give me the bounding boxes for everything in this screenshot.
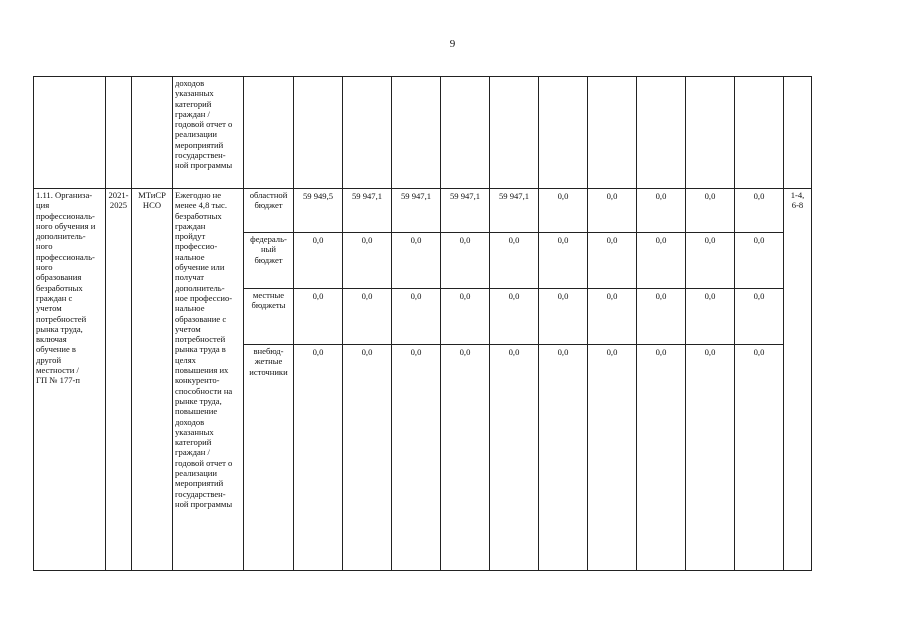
value-cell: 59 947,1 (441, 189, 490, 233)
value-cell: 0,0 (294, 345, 343, 571)
page-number: 9 (449, 38, 456, 50)
value-cell: 59 947,1 (490, 189, 539, 233)
value-cell: 59 947,1 (392, 189, 441, 233)
result-continuation: доходов указанных категорий граждан / годовой отчет о реализации мероприятий государствен- ной программы (173, 77, 244, 189)
value-cell: 0,0 (735, 289, 784, 345)
continuation-row (34, 77, 812, 189)
value-cell: 0,0 (392, 345, 441, 571)
value-cell: 59 947,1 (343, 189, 392, 233)
value-cell: 0,0 (637, 189, 686, 233)
source-name: областной бюджет (244, 189, 294, 233)
value-cell: 0,0 (588, 233, 637, 289)
value-cell: 0,0 (343, 289, 392, 345)
value-cell: 0,0 (343, 233, 392, 289)
value-cell: 0,0 (490, 345, 539, 571)
value-cell: 0,0 (588, 345, 637, 571)
value-cell: 59 949,5 (294, 189, 343, 233)
value-cell: 0,0 (686, 345, 735, 571)
value-cell: 0,0 (441, 233, 490, 289)
value-cell: 0,0 (637, 289, 686, 345)
value-cell: 0,0 (637, 345, 686, 571)
table-row (34, 189, 812, 233)
value-cell: 0,0 (294, 233, 343, 289)
value-cell: 0,0 (735, 189, 784, 233)
program-table (33, 76, 812, 571)
executor-cell: МТиСР НСО (132, 189, 173, 571)
value-cell: 0,0 (441, 289, 490, 345)
source-name: местные бюджеты (244, 289, 294, 345)
cell-empty (784, 77, 812, 189)
value-cell: 0,0 (441, 345, 490, 571)
value-cell: 0,0 (343, 345, 392, 571)
value-cell: 0,0 (588, 189, 637, 233)
value-cell: 0,0 (539, 345, 588, 571)
value-cell: 0,0 (490, 289, 539, 345)
value-cell: 0,0 (686, 189, 735, 233)
cell-empty (244, 77, 294, 189)
expected-result: Ежегодно не менее 4,8 тыс. безработных граждан пройдут профессио- нальное обучение или получат дополнитель- ное профессио- нальное образование с учетом потребностей рынка труда в целях повышения их конкуренто- способности на рынке труда, повышение доходов указанных категорий граждан / годовой отчет о реализации мероприятий государствен- ной программы (173, 189, 244, 571)
period-cell: 2021- 2025 (106, 189, 132, 571)
value-cell: 0,0 (490, 233, 539, 289)
value-cell: 0,0 (735, 345, 784, 571)
indicator-link: 1-4, 6-8 (784, 189, 812, 571)
source-name: федераль- ный бюджет (244, 233, 294, 289)
value-cell: 0,0 (539, 289, 588, 345)
value-cell: 0,0 (637, 233, 686, 289)
value-cell: 0,0 (735, 233, 784, 289)
value-cell: 0,0 (539, 189, 588, 233)
value-cell: 0,0 (588, 289, 637, 345)
value-cell: 0,0 (686, 233, 735, 289)
value-cell: 0,0 (539, 233, 588, 289)
cell-empty (106, 77, 132, 189)
value-cell: 0,0 (686, 289, 735, 345)
value-cell: 0,0 (294, 289, 343, 345)
value-cell: 0,0 (392, 289, 441, 345)
value-cell: 0,0 (392, 233, 441, 289)
activity-title: 1.11. Организа- ция профессиональ- ного обучения и дополнитель- ного профессиональ- ного образования безработных граждан с учетом потребностей рынка труда, включая обучение в другой местности / ГП № 177-п (34, 189, 106, 571)
cell-empty (34, 77, 106, 189)
cell-empty (132, 77, 173, 189)
source-name: внебюд- жетные источники (244, 345, 294, 571)
